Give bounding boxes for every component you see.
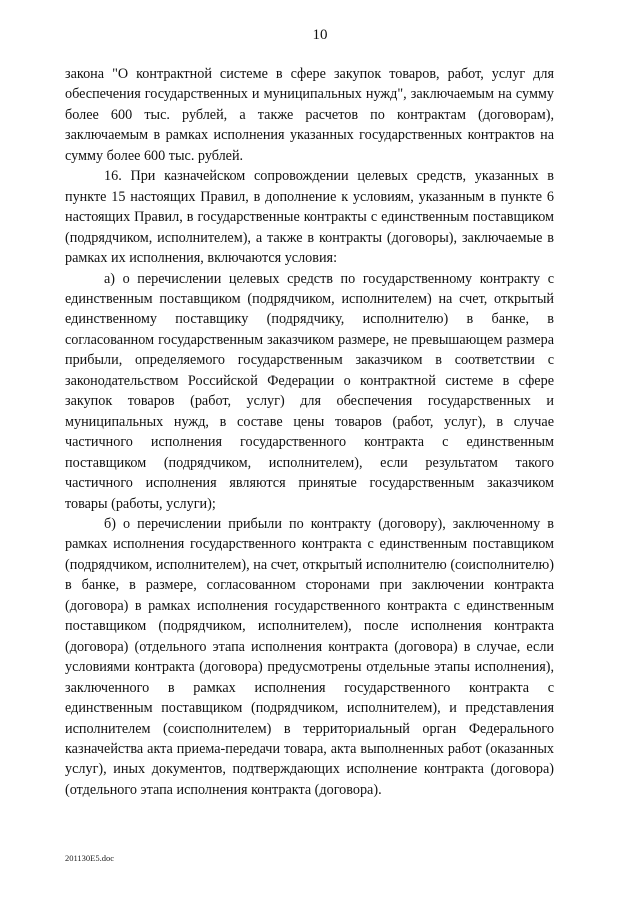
footer-filename: 201130E5.doc (65, 853, 115, 863)
paragraph-clause-16: 16. При казначейском сопровождении целевых средств, указанных в пункте 15 настоящих Правил, в дополнение к условиям, указанным в пункте 6 настоящих Правил, в государственные контракты с единственным поставщиком (подрядчиком, исполнителем), а также в контракты (договоры), заключаемые в рамках их исполнения, включаются условия: (65, 168, 554, 267)
page-number: 10 (312, 27, 328, 43)
paragraph-subclause-b: б) о перечислении прибыли по контракту (договору), заключенному в рамках исполнения государственного контракта с единственным поставщиком (подрядчиком, исполнителем), на счет, открытый исполнителю (соисполнителю) в банке, в размере, согласованном сторонами при заключении контракта (договора) в рамках исполнения государственного контракта с единственным поставщиком (подрядчиком, исполнителем), после исполнения контракта (договора) (отдельного этапа исполнения контракта (договора) в случае, если условиями контракта (договора) предусмотрены отдельные этапы исполнения), заключенного в рамках исполнения государственного контракта с единственным поставщиком (подрядчиком, исполнителем), и представления исполнителем (соисполнителем) в территориальный орган Федерального казначейства акта приема-передачи товара, акта выполненных работ (оказанных услуг), иных документов, подтверждающих исполнение контракта (договора) (отдельного этапа исполнения контракта (договора). (65, 515, 554, 798)
paragraph-subclause-a: а) о перечислении целевых средств по государственному контракту с единственным поставщиком (подрядчиком, исполнителем) на счет, открытый единственному поставщику (подрядчику, исполнителю) в банке, в согласованном государственным заказчиком размере, не превышающем размера прибыли, определяемого государственным заказчиком в соответствии с законодательством Российской Федерации о контрактной системе в сфере закупок товаров (работ, услуг) для обеспечения государственных и муниципальных нужд, в составе цены товаров (работ, услуг), в случае частичного исполнения государственного контракта с единственным поставщиком (подрядчиком, исполнителем), если результатом такого частичного исполнения являются принятые государственным заказчиком товары (работы, услуги); (65, 270, 554, 512)
document-body (65, 64, 554, 800)
paragraph-continuation: закона "О контрактной системе в сфере закупок товаров, работ, услуг для обеспечения государственных и муниципальных нужд", заключаемым на сумму более 600 тыс. рублей, а также расчетов по контрактам (договорам), заключаемым в рамках исполнения указанных государственных контрактов на сумму более 600 тыс. рублей. (65, 66, 554, 164)
